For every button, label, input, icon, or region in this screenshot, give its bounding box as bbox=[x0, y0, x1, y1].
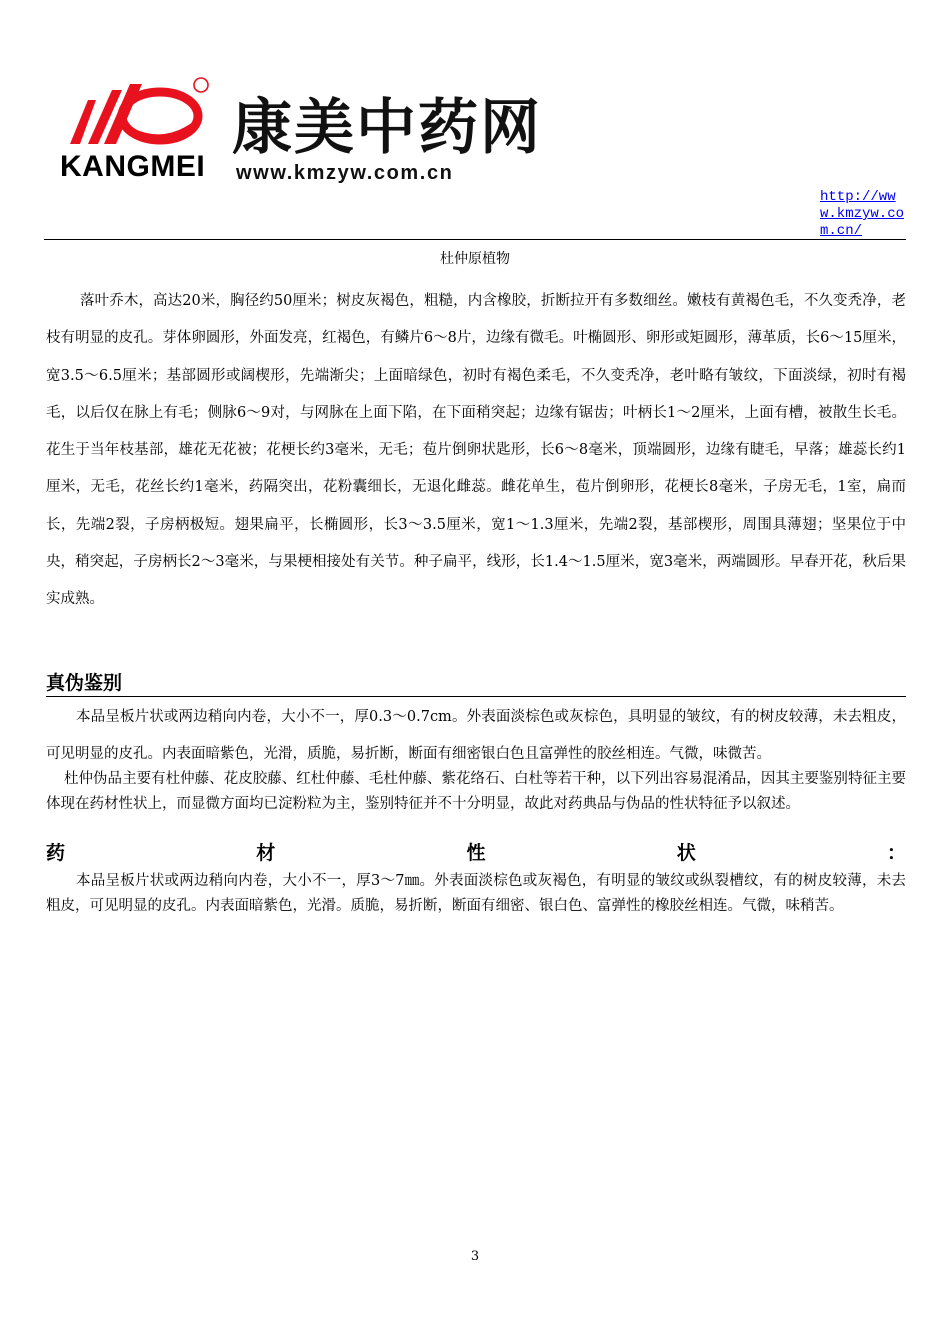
heading-char: 材 bbox=[256, 842, 276, 864]
heading-char: 药 bbox=[46, 842, 66, 864]
figure-caption: 杜仲原植物 bbox=[440, 251, 510, 267]
drug-traits-heading bbox=[46, 842, 906, 864]
authenticity-paragraph-2: 杜仲伪品主要有杜仲藤、花皮胶藤、红杜仲藤、毛杜仲藤、紫花络石、白杜等若干种，以下列出容易混淆品，因其主要鉴别特征主要体现在药材性状上，而显微方面均已淀粉粒为主，鉴别特征并不十分明显，故此对药典品与伪品的性状特征予以叙述。 bbox=[46, 771, 906, 812]
header-divider bbox=[44, 239, 906, 240]
plant-description-paragraph: 落叶乔木，高达20米，胸径约50厘米；树皮灰褐色，粗糙，内含橡胶，折断拉开有多数细丝。嫩枝有黄褐色毛，不久变秃净，老枝有明显的皮孔。芽体卵圆形，外面发亮，红褐色，有鳞片6～8片，边缘有微毛。叶椭圆形、卵形或矩圆形，薄革质，长6～15厘米，宽3.5～6.5厘米；基部圆形或阔楔形，先端渐尖；上面暗绿色，初时有褐色柔毛，不久变秃净，老叶略有皱纹，下面淡绿，初时有褐毛，以后仅在脉上有毛；侧脉6～9对，与网脉在上面下陷，在下面稍突起；边缘有锯齿；叶柄长1～2厘米，上面有槽，被散生长毛。花生于当年枝基部，雄花无花被；花梗长约3毫米，无毛；苞片倒卵状匙形，长6～8毫米，顶端圆形，边缘有睫毛，早落；雄蕊长约1厘米，无毛，花丝长约1毫米，药隔突出，花粉囊细长，无退化雌蕊。雌花单生，苞片倒卵形，花梗长8毫米，子房无毛，1室，扁而长，先端2裂，子房柄极短。翅果扁平，长椭圆形，长3～3.5厘米，宽1～1.3厘米，先端2裂，基部楔形，周围具薄翅；坚果位于中央，稍突起，子房柄长2～3毫米，与果梗相接处有关节。种子扁平，线形，长1.4～1.5厘米，宽3毫米，两端圆形。早春开花，秋后果实成熟。 bbox=[46, 293, 906, 608]
authenticity-paragraph-1: 本品呈板片状或两边稍向内卷，大小不一，厚0.3～0.7cm。外表面淡棕色或灰棕色，具明显的皱纹，有的树皮较薄，未去粗皮，可见明显的皮孔。内表面暗紫色，光滑，质脆，易折断，断面有细密银白色且富弹性的胶丝相连。气微，味微苦。 bbox=[46, 709, 906, 762]
header-link[interactable]: http://www.kmzyw.com.cn/ bbox=[820, 189, 905, 239]
heading-char: 性 bbox=[466, 842, 486, 864]
page-number: 3 bbox=[470, 1249, 480, 1264]
brand-url: www.kmzyw.com.cn bbox=[236, 162, 454, 184]
brand-name-cn: 康美中药网 bbox=[232, 93, 542, 163]
drug-traits-paragraph: 本品呈板片状或两边稍向内卷，大小不一，厚3～7㎜。外表面淡棕色或灰褐色，有明显的皱纹或纵裂槽纹，有的树皮较薄，未去粗皮，可见明显的皮孔。内表面暗紫色，光滑。质脆，易折断，断面有细密、银白色、富弹性的橡胶丝相连。气微，味稍苦。 bbox=[46, 873, 906, 914]
heading-char: ： bbox=[886, 842, 906, 864]
authenticity-heading: 真伪鉴别 bbox=[46, 670, 906, 697]
brand-name-en: KANGMEI bbox=[60, 150, 206, 183]
heading-char: 状 bbox=[676, 842, 696, 864]
